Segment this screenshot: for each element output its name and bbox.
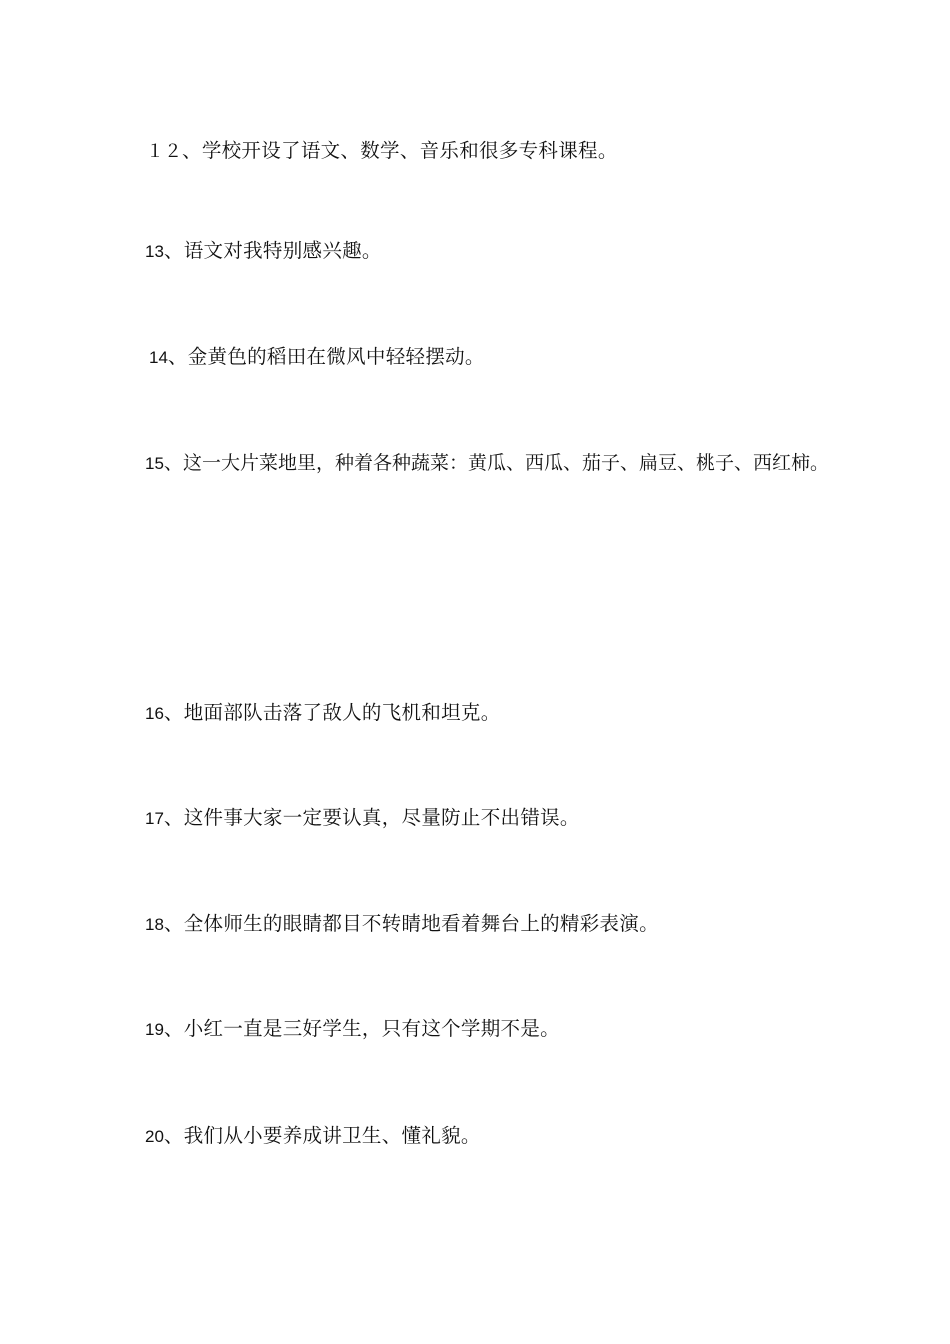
- sentence-item-13: [145, 239, 382, 264]
- item-number: 15: [145, 454, 164, 473]
- item-number: 17: [145, 809, 164, 828]
- item-text: 学校开设了语文、数学、音乐和很多专科课程。: [201, 139, 618, 162]
- item-separator: 、: [163, 701, 184, 724]
- item-text: 地面部队击落了敌人的飞机和坦克。: [183, 701, 501, 724]
- item-separator: 、: [163, 1124, 184, 1147]
- item-text: 这件事大家一定要认真，尽量防止不出错误。: [183, 806, 580, 829]
- sentence-item-16: [145, 701, 501, 726]
- item-number: 19: [145, 1020, 164, 1039]
- sentence-item-12: [146, 139, 618, 164]
- item-number: 18: [145, 915, 164, 934]
- sentence-item-18: [145, 912, 659, 937]
- sentence-item-15: [145, 451, 829, 476]
- item-number: 14: [149, 348, 168, 367]
- sentence-item-14: [149, 345, 485, 370]
- item-separator: 、: [163, 452, 183, 474]
- item-text: 全体师生的眼睛都目不转睛地看着舞台上的精彩表演。: [183, 912, 659, 935]
- item-separator: 、: [163, 806, 184, 829]
- item-separator: 、: [163, 239, 184, 262]
- item-separator: 、: [167, 345, 188, 368]
- item-text: 这一大片菜地里，种着各种蔬菜：黄瓜、西瓜、茄子、扁豆、桃子、西红柿。: [182, 452, 829, 474]
- item-text: 语文对我特别感兴趣。: [183, 239, 382, 262]
- sentence-item-17: [145, 806, 580, 831]
- item-number: 16: [145, 704, 164, 723]
- item-number: 13: [145, 242, 164, 261]
- sentence-item-20: [145, 1124, 481, 1149]
- item-text: 我们从小要养成讲卫生、懂礼貌。: [183, 1124, 481, 1147]
- item-number: １２: [146, 141, 182, 162]
- item-separator: 、: [163, 912, 184, 935]
- sentence-item-19: [145, 1017, 560, 1042]
- item-text: 小红一直是三好学生，只有这个学期不是。: [183, 1017, 560, 1040]
- item-text: 金黄色的稻田在微风中轻轻摆动。: [187, 345, 485, 368]
- item-number: 20: [145, 1127, 164, 1146]
- item-separator: 、: [182, 139, 202, 162]
- item-separator: 、: [163, 1017, 184, 1040]
